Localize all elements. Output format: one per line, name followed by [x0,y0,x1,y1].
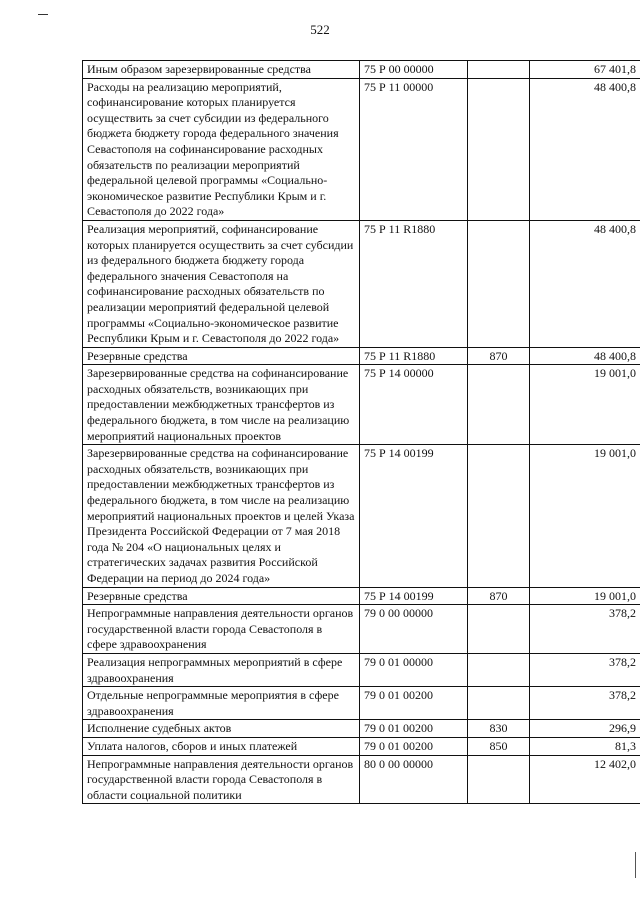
cell-sum: 378,2 [530,687,640,720]
table-row [83,445,640,587]
cell-sum: 19 001,0 [530,445,640,587]
table-row [83,365,640,445]
cell-name: Иным образом зарезервированные средства [83,61,360,79]
cell-type [468,365,530,445]
cell-type [468,755,530,804]
cell-code: 75 Р 11 R1880 [360,347,468,365]
cell-type [468,220,530,347]
cell-sum: 19 001,0 [530,587,640,605]
cell-type [468,687,530,720]
cell-name: Зарезервированные средства на софинансирование расходных обязательств, возникающих при предоставлении межбюджетных трансфертов из федерального бюджета, в том числе на реализацию мероприятий национальных проектов [83,365,360,445]
cell-type [468,61,530,79]
cell-code: 75 Р 14 00199 [360,445,468,587]
cell-code: 75 Р 11 00000 [360,78,468,220]
scan-edge-mark [635,852,636,878]
cell-code: 79 0 00 00000 [360,605,468,654]
cell-sum: 378,2 [530,653,640,686]
cell-sum: 12 402,0 [530,755,640,804]
cell-type [468,78,530,220]
cell-name: Отдельные непрограммные мероприятия в сфере здравоохранения [83,687,360,720]
cell-sum: 378,2 [530,605,640,654]
table-row [83,78,640,220]
table-row [83,220,640,347]
cell-type [468,445,530,587]
cell-name: Уплата налогов, сборов и иных платежей [83,737,360,755]
cell-name: Непрограммные направления деятельности органов государственной власти города Севастополя в области социальной политики [83,755,360,804]
cell-code: 79 0 01 00200 [360,737,468,755]
cell-name: Резервные средства [83,587,360,605]
cell-name: Резервные средства [83,347,360,365]
cell-type: 830 [468,720,530,738]
cell-name: Непрограммные направления деятельности органов государственной власти города Севастополя в сфере здравоохранения [83,605,360,654]
cell-name: Реализация мероприятий, софинансирование которых планируется осуществить за счет субсидии из федерального бюджета бюджету города федерального значения Севастополя на софинансирование расходных обязательств по реализации мероприятий федеральной целевой программы «Социально-экономическое развитие Республики Крым и г. Севастополя до 2022 года» [83,220,360,347]
table-row [83,653,640,686]
cell-type [468,653,530,686]
table-row [83,61,640,79]
cell-code: 79 0 01 00200 [360,687,468,720]
cell-code: 75 Р 14 00000 [360,365,468,445]
cell-code: 75 Р 00 00000 [360,61,468,79]
cell-type: 870 [468,587,530,605]
cell-sum: 19 001,0 [530,365,640,445]
table-row [83,687,640,720]
cell-code: 75 Р 11 R1880 [360,220,468,347]
cell-type: 870 [468,347,530,365]
cell-sum: 296,9 [530,720,640,738]
cell-sum: 48 400,8 [530,347,640,365]
cell-sum: 67 401,8 [530,61,640,79]
cell-code: 75 Р 14 00199 [360,587,468,605]
cell-sum: 81,3 [530,737,640,755]
budget-table-body [83,61,640,804]
table-row [83,587,640,605]
cell-code: 80 0 00 00000 [360,755,468,804]
cell-code: 79 0 01 00000 [360,653,468,686]
table-row [83,347,640,365]
cell-name: Расходы на реализацию мероприятий, софинансирование которых планируется осуществить за счет субсидии из федерального бюджета бюджету города федерального значения Севастополя на софинансирование расходных обязательств по реализации мероприятий федеральной целевой программы «Социально-экономическое развитие Республики Крым и г. Севастополя до 2022 года» [83,78,360,220]
cell-name: Зарезервированные средства на софинансирование расходных обязательств, возникающих при предоставлении межбюджетных трансфертов из федерального бюджета, в том числе на реализацию мероприятий национальных проектов и целей Указа Президента Российской Федерации от 7 мая 2018 года № 204 «О национальных целях и стратегических задачах развития Российской Федерации на период до 2024 года» [83,445,360,587]
page-number: 522 [310,22,330,37]
table-row [83,605,640,654]
table-row [83,737,640,755]
table-row [83,755,640,804]
cell-name: Исполнение судебных актов [83,720,360,738]
cell-type [468,605,530,654]
budget-table [82,60,640,804]
margin-mark [38,14,48,15]
cell-sum: 48 400,8 [530,220,640,347]
table-row [83,720,640,738]
cell-name: Реализация непрограммных мероприятий в сфере здравоохранения [83,653,360,686]
cell-code: 79 0 01 00200 [360,720,468,738]
cell-sum: 48 400,8 [530,78,640,220]
cell-type: 850 [468,737,530,755]
